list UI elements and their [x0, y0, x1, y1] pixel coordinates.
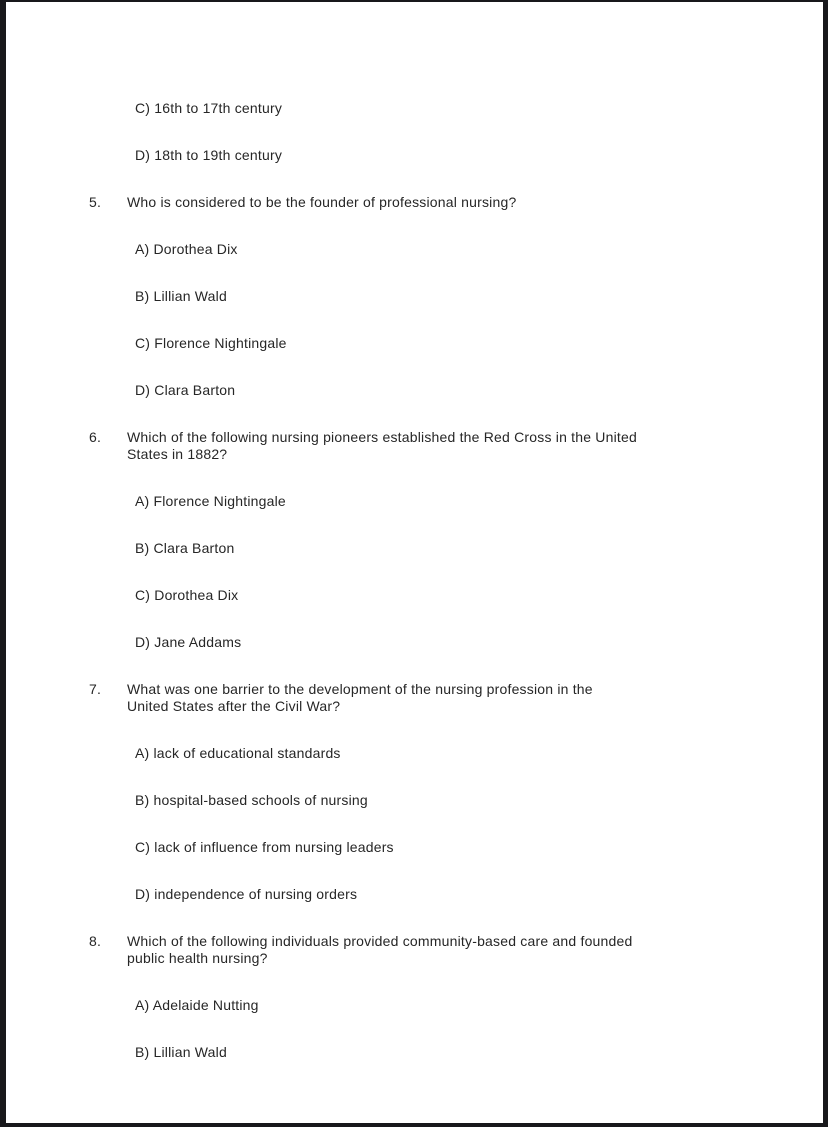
answer-option: D) Clara Barton: [135, 382, 236, 398]
answer-option: C) Dorothea Dix: [135, 587, 239, 603]
question-text-line: What was one barrier to the development of the nursing profession in the: [127, 681, 593, 697]
question-text: [127, 429, 823, 463]
answer-option: D) Jane Addams: [135, 634, 242, 650]
question-text: [127, 933, 823, 967]
question: [6, 429, 823, 463]
question-text-line: States in 1882?: [127, 446, 228, 462]
question-number: 6.: [89, 429, 102, 445]
answer-option: B) Lillian Wald: [135, 1044, 227, 1060]
answer-option: D) independence of nursing orders: [135, 886, 358, 902]
answer-option: D) 18th to 19th century: [135, 147, 283, 163]
question-text: [127, 681, 823, 715]
answer-option: C) lack of influence from nursing leaders: [135, 839, 394, 855]
answer-option: A) Adelaide Nutting: [135, 997, 259, 1013]
answer-option: A) Florence Nightingale: [135, 493, 286, 509]
question: [6, 933, 823, 967]
answer-option: C) Florence Nightingale: [135, 335, 287, 351]
answer-option: C) 16th to 17th century: [135, 100, 283, 116]
question-text-line: United States after the Civil War?: [127, 698, 341, 714]
answer-option: A) lack of educational standards: [135, 745, 341, 761]
question-number: 8.: [89, 933, 102, 949]
question-number: 5.: [89, 194, 102, 210]
quiz-content: [6, 2, 823, 1061]
question-text-line: Who is considered to be the founder of professional nursing?: [127, 194, 517, 210]
question-text-line: public health nursing?: [127, 950, 268, 966]
question-text-line: Which of the following nursing pioneers established the Red Cross in the United: [127, 429, 637, 445]
answer-option: B) hospital-based schools of nursing: [135, 792, 368, 808]
document-page: [6, 2, 823, 1123]
answer-option: B) Lillian Wald: [135, 288, 227, 304]
question: [6, 681, 823, 715]
question-text-line: Which of the following individuals provided community-based care and founded: [127, 933, 633, 949]
question-number: 7.: [89, 681, 102, 697]
question: [6, 194, 823, 211]
answer-option: A) Dorothea Dix: [135, 241, 238, 257]
answer-option: B) Clara Barton: [135, 540, 235, 556]
question-text: [127, 194, 823, 211]
